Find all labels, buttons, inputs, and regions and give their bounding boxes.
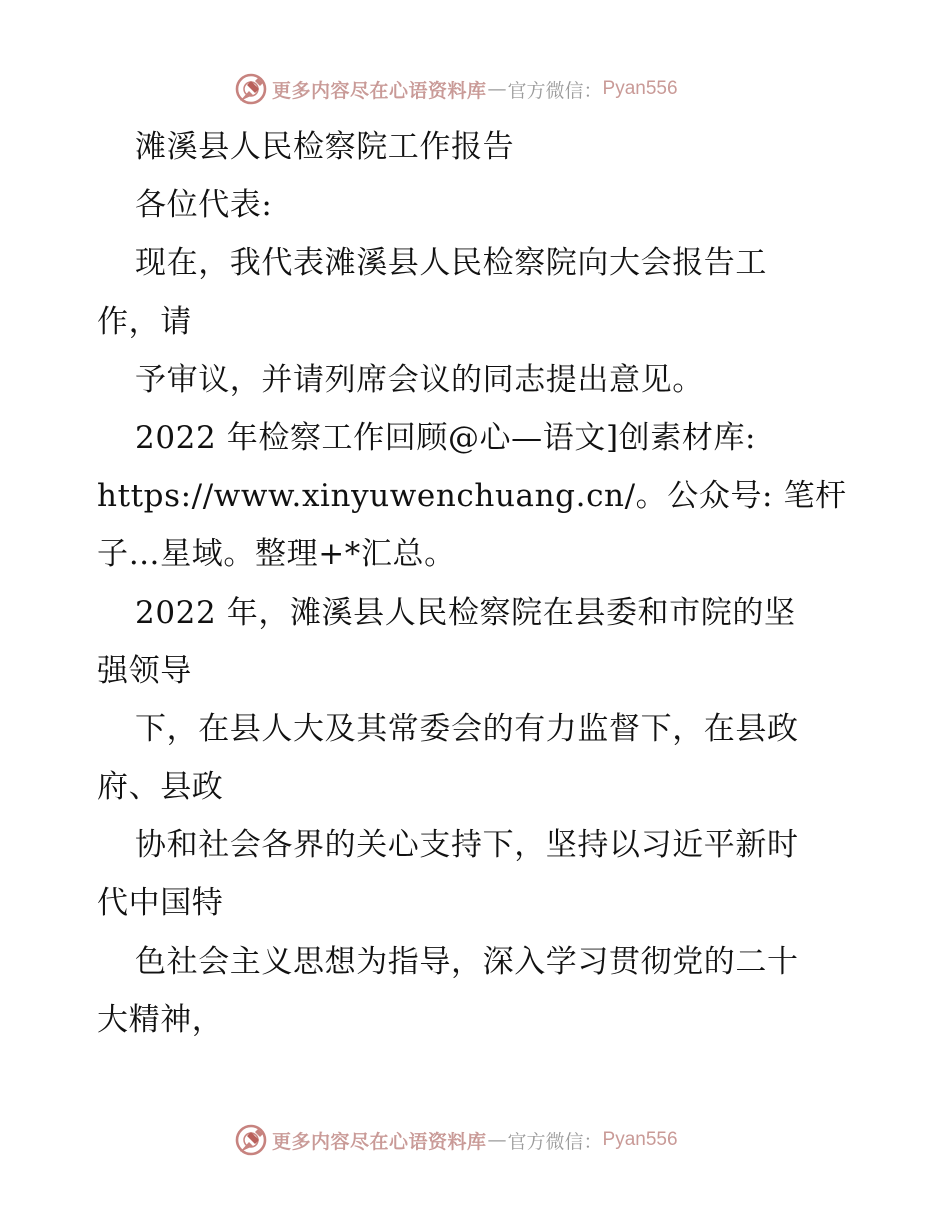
wechat-label: 官方微信： (507, 79, 603, 102)
footer-banner (234, 1123, 678, 1157)
brand-text: 更多内容尽在心语资料库 (272, 1130, 487, 1153)
text-line: 现在，我代表滩溪县人民检察院向大会报告工 (135, 245, 767, 282)
text-line: 子…星域。整理+*汇总。 (97, 536, 456, 573)
text-line: 协和社会各界的关心支持下，坚持以习近平新时 (135, 827, 799, 864)
text-line: 下，在县人大及其常委会的有力监督下，在县政 (135, 710, 799, 747)
brand-text: 更多内容尽在心语资料库 (272, 79, 487, 102)
text-line: 色社会主义思想为指导，深入学习贯彻党的二十 (135, 943, 799, 980)
text-line: 代中国特 (97, 885, 224, 922)
text-line: 大精神， (97, 1001, 224, 1038)
text-line: 各位代表: (135, 187, 273, 224)
wechat-label: 官方微信： (507, 1130, 603, 1153)
text-line: 2022 年，滩溪县人民检察院在县委和市院的坚 (135, 594, 796, 631)
document-body (97, 118, 857, 1049)
header-banner (234, 72, 678, 106)
banner-separator: — (487, 1129, 507, 1151)
text-line: https://www.xinyuwenchuang.cn/。公众号: 笔杆 (97, 478, 847, 515)
pen-nib-logo-icon (234, 1123, 268, 1157)
text-line: 府、县政 (97, 769, 224, 806)
text-line: 2022 年检察工作回顾@心—语文]创素材库: (135, 419, 757, 456)
pen-nib-logo-icon (234, 72, 268, 106)
text-line: 予审议，并请列席会议的同志提出意见。 (135, 361, 704, 398)
wechat-id: Pyan556 (602, 1129, 678, 1150)
text-line: 强领导 (97, 652, 192, 689)
wechat-id: Pyan556 (602, 78, 678, 99)
text-line: 作，请 (97, 303, 192, 340)
banner-separator: — (487, 78, 507, 100)
document-title: 滩溪县人民检察院工作报告 (135, 129, 515, 165)
